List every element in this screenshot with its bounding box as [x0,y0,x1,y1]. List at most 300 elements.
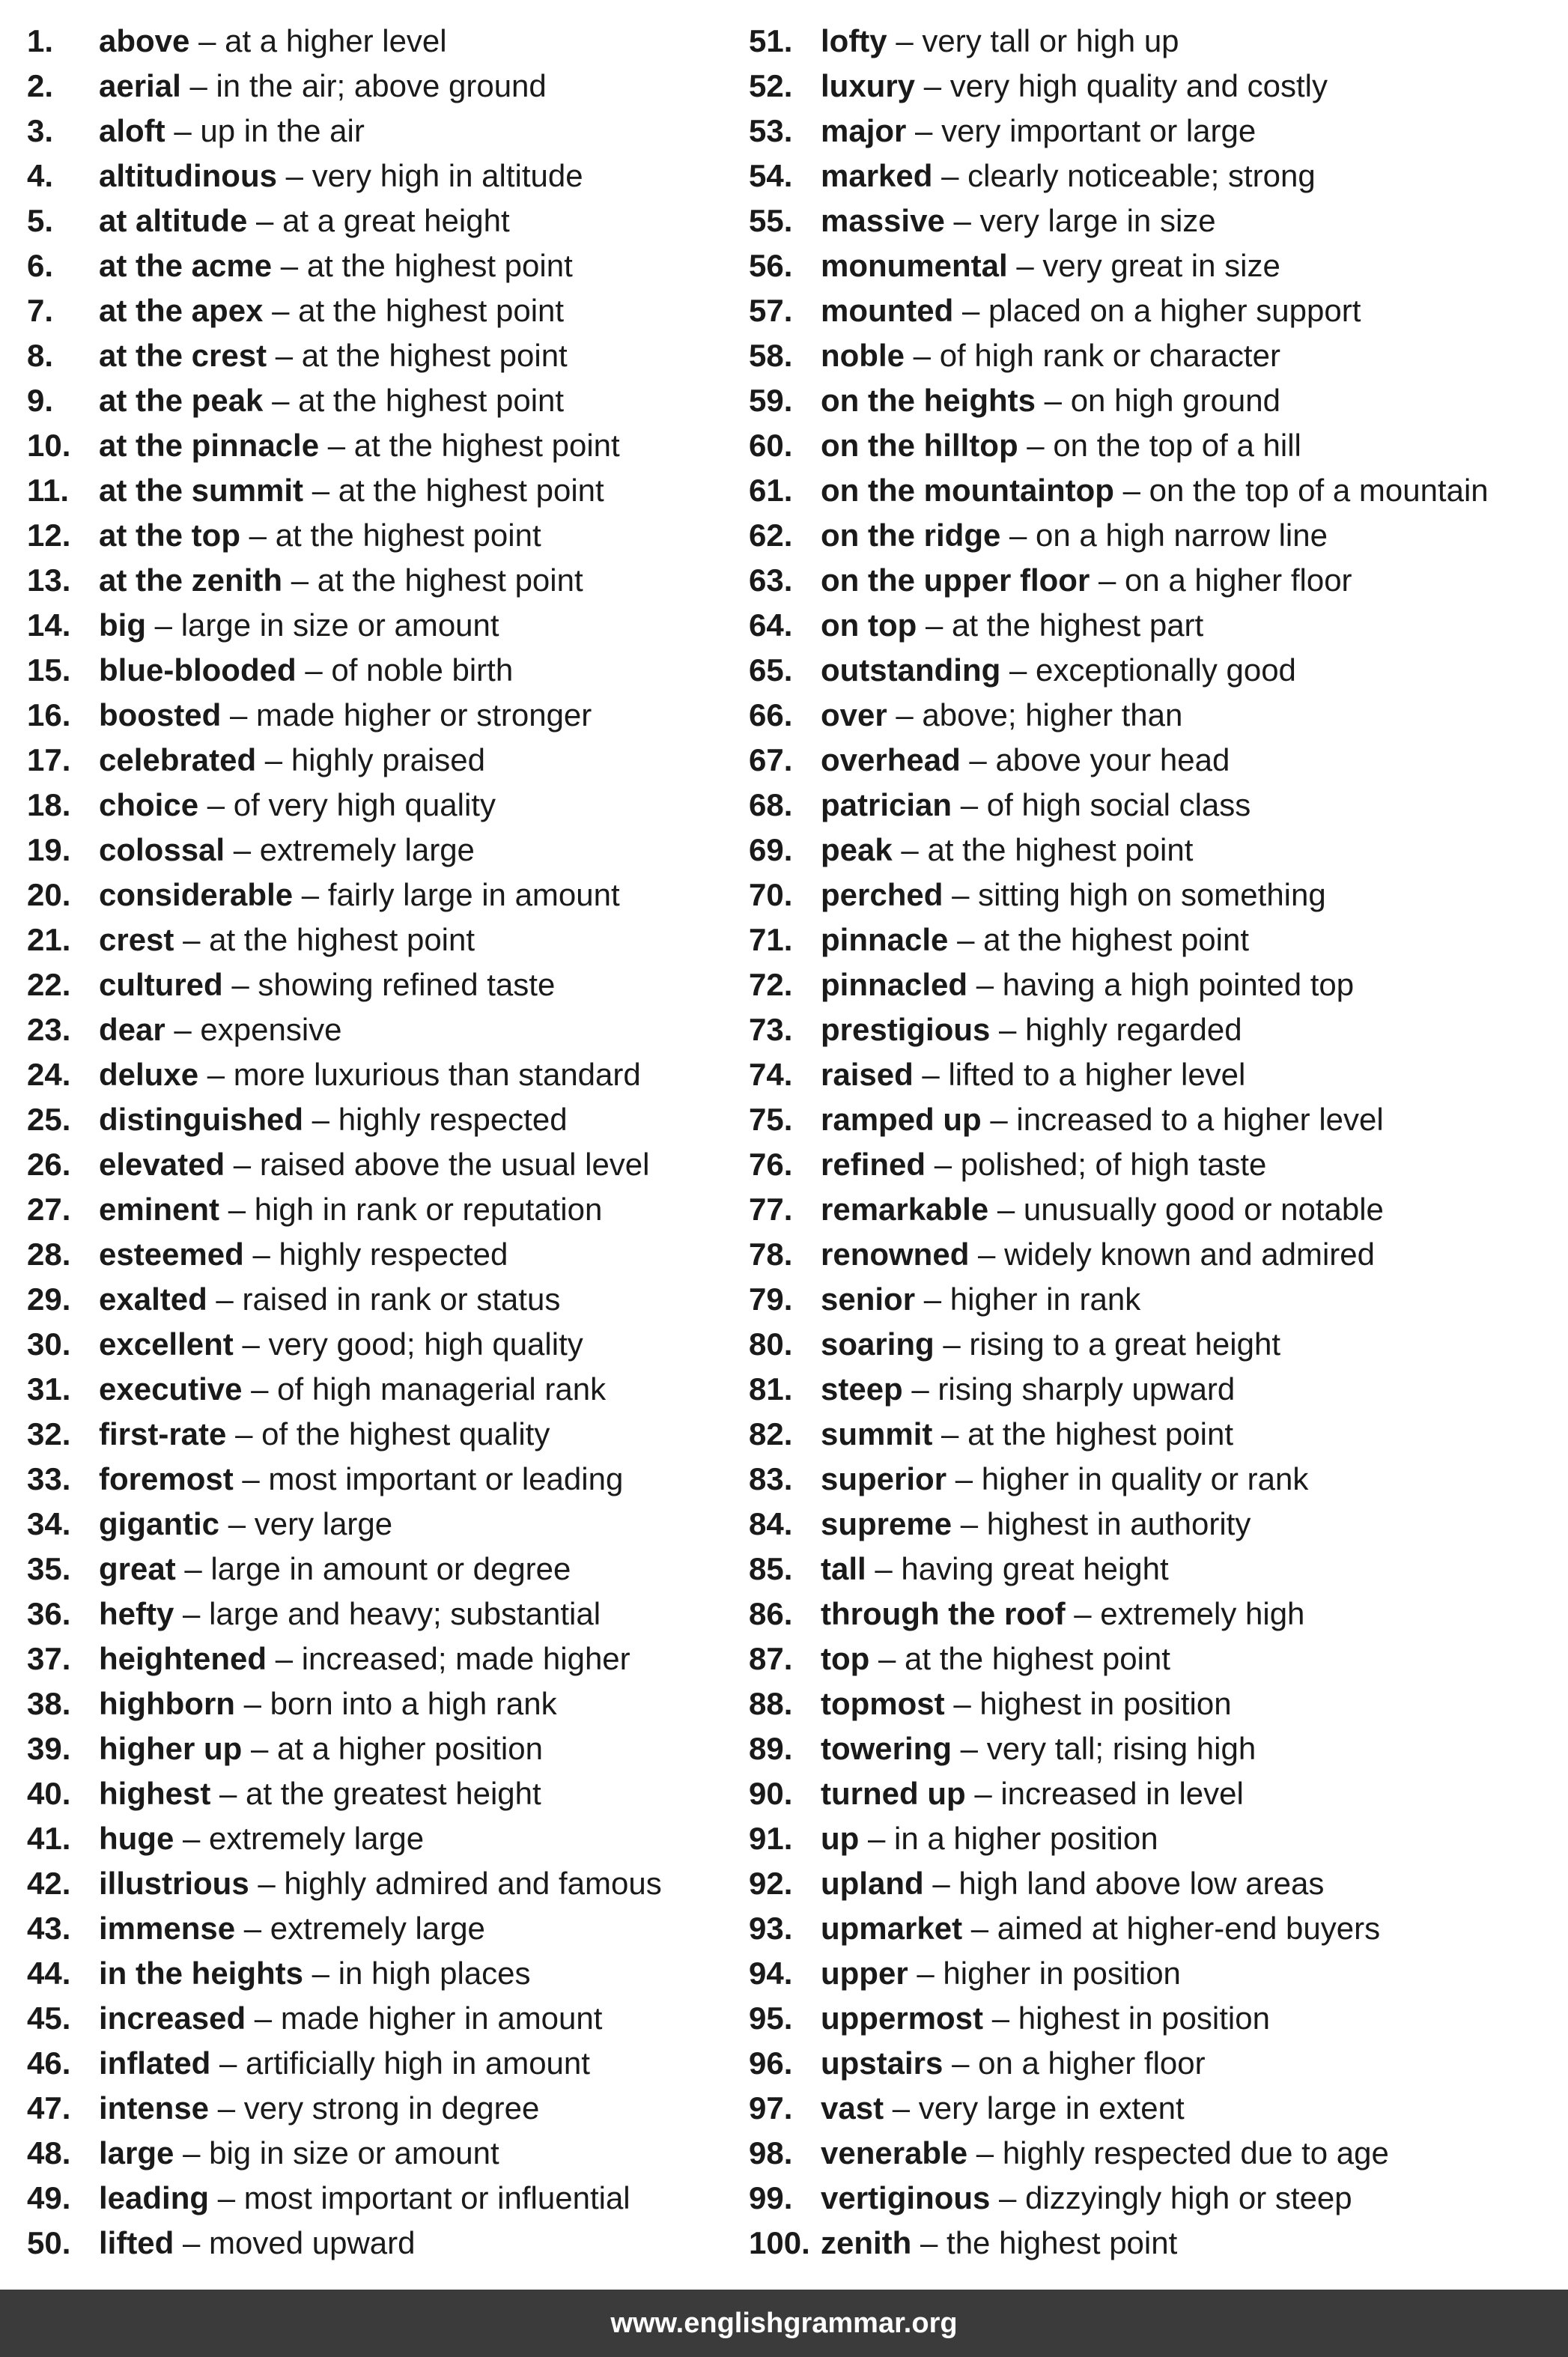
entry-definition: most important or influential [243,2180,630,2215]
entry-definition: highly admired and famous [284,1866,662,1901]
entry-number: 41. [27,1821,71,1856]
entry-definition: widely known and admired [1004,1237,1375,1272]
entry-definition: large in size or amount [180,607,499,643]
entry-definition: large in amount or degree [210,1551,571,1586]
entry-definition: at the highest part [951,607,1204,643]
entry-text [821,1187,1384,1232]
word-entry [27,1547,746,1592]
entry-number: 60. [749,428,793,463]
entry-term: colossal [99,832,225,867]
entry-term: lofty [821,23,887,58]
word-entry [27,648,746,693]
entry-term: celebrated [99,742,257,777]
entry-term: executive [99,1371,243,1407]
entry-number: 5. [27,203,54,238]
entry-number: 28. [27,1237,71,1272]
entry-term: inflated [99,2045,211,2081]
word-entry [27,1726,746,1771]
entry-definition: very high quality and costly [949,68,1328,103]
entry-text [821,1681,1232,1726]
entry-number: 95. [749,2000,793,2036]
word-entry [749,1861,1565,1906]
entry-separator: – [920,2225,938,2260]
entry-text [99,423,620,468]
entry-definition: very high in altitude [312,158,583,193]
entry-separator: – [878,1641,896,1676]
entry-term: eminent [99,1192,220,1227]
entry-definition: higher in position [943,1956,1181,1991]
entry-text [821,1142,1266,1187]
entry-definition: in a higher position [894,1821,1158,1856]
entry-separator: – [275,1641,294,1676]
entry-number: 61. [749,473,793,508]
entry-text [821,2086,1185,2131]
entry-number: 96. [749,2045,793,2081]
entry-number: 50. [27,2225,71,2260]
entry-definition: higher in rank [949,1281,1141,1317]
entry-term: noble [821,338,905,373]
entry-text [821,1097,1384,1142]
entry-definition: on the top of a mountain [1149,473,1489,508]
entry-text [821,1367,1235,1412]
entry-term: at the crest [99,338,267,373]
word-entry [27,19,746,64]
entry-number: 51. [749,23,793,58]
entry-separator: – [970,1911,989,1946]
entry-separator: – [207,787,225,822]
entry-text [821,423,1301,468]
entry-term: heightened [99,1641,267,1676]
entry-definition: highly regarded [1025,1012,1242,1047]
entry-term: increased [99,2000,246,2036]
entry-number: 43. [27,1911,71,1946]
word-entry [749,783,1565,828]
entry-text [821,378,1280,423]
entry-definition: high in rank or reputation [254,1192,603,1227]
entry-separator: – [305,652,323,688]
entry-term: upland [821,1866,924,1901]
word-entry [749,154,1565,198]
entry-term: summit [821,1416,933,1451]
entry-text [821,1861,1324,1906]
entry-separator: – [301,877,320,912]
entry-definition: very large in size [979,203,1216,238]
entry-text [99,19,447,64]
entry-text [821,198,1216,243]
entry-text [99,738,485,783]
entry-term: supreme [821,1506,952,1541]
entry-term: at the apex [99,293,264,328]
entry-term: senior [821,1281,916,1317]
word-list-right-column [749,19,1565,2266]
entry-number: 99. [749,2180,793,2215]
entry-term: crest [99,922,174,957]
entry-separator: – [189,68,207,103]
entry-separator: – [243,1686,261,1721]
entry-text [99,198,510,243]
entry-term: prestigious [821,1012,991,1047]
word-entry [27,1097,746,1142]
entry-term: refined [821,1147,926,1182]
entry-term: gigantic [99,1506,220,1541]
entry-separator: – [896,697,914,732]
entry-number: 74. [749,1057,793,1092]
entry-term: remarkable [821,1192,989,1227]
entry-separator: – [953,203,971,238]
entry-definition: of high rank or character [939,338,1280,373]
entry-term: above [99,23,190,58]
entry-text [99,1771,541,1816]
entry-separator: – [198,23,216,58]
entry-text [821,288,1361,333]
word-entry [749,1322,1565,1367]
entry-term: hefty [99,1596,174,1631]
entry-text [821,513,1328,558]
word-entry [749,19,1565,64]
entry-text [821,1951,1181,1996]
entry-definition: raised above the usual level [259,1147,650,1182]
entry-separator: – [941,158,959,193]
entry-separator: – [272,383,290,418]
entry-text [99,1816,424,1861]
entry-number: 3. [27,113,54,148]
entry-term: choice [99,787,199,822]
entry-text [821,648,1296,693]
entry-term: at the top [99,518,240,553]
entry-separator: – [327,428,346,463]
word-entry [27,1502,746,1547]
entry-definition: dizzyingly high or steep [1025,2180,1352,2215]
entry-separator: – [1027,428,1045,463]
word-entry [749,1681,1565,1726]
entry-definition: clearly noticeable; strong [967,158,1316,193]
entry-separator: – [207,1057,225,1092]
word-entry [27,917,746,962]
entry-separator: – [990,1102,1008,1137]
entry-text [99,873,620,917]
entry-separator: – [233,1147,252,1182]
word-entry [27,333,746,378]
entry-separator: – [911,1371,929,1407]
entry-separator: – [952,877,970,912]
word-entry [27,828,746,873]
word-entry [27,1322,746,1367]
word-entry [749,1187,1565,1232]
entry-definition: above; higher than [922,697,1183,732]
entry-number: 98. [749,2135,793,2171]
entry-number: 12. [27,518,71,553]
entry-text [99,1187,602,1232]
entry-separator: – [217,2090,236,2126]
entry-term: towering [821,1731,952,1766]
entry-separator: – [242,1461,260,1496]
entry-term: at the acme [99,248,273,283]
word-entry [749,962,1565,1007]
word-entry [749,1142,1565,1187]
entry-term: big [99,607,146,643]
entry-term: cultured [99,967,223,1002]
entry-text [821,2041,1206,2086]
entry-term: exalted [99,1281,207,1317]
entry-separator: – [184,1551,202,1586]
entry-separator: – [941,1416,959,1451]
entry-text [99,1052,641,1097]
entry-definition: very great in size [1042,248,1280,283]
entry-separator: – [219,1776,237,1811]
entry-separator: – [251,1731,269,1766]
entry-text [99,1142,650,1187]
entry-number: 65. [749,652,793,688]
entry-number: 80. [749,1326,793,1362]
word-entry [749,2221,1565,2266]
entry-term: foremost [99,1461,234,1496]
entry-term: pinnacled [821,967,968,1002]
entry-term: on the heights [821,383,1036,418]
entry-definition: in high places [338,1956,531,1991]
entry-term: pinnacle [821,922,949,957]
entry-term: illustrious [99,1866,249,1901]
entry-definition: at the highest point [301,338,568,373]
entry-term: great [99,1551,176,1586]
entry-text [821,1636,1170,1681]
entry-definition: extremely large [270,1911,485,1946]
entry-separator: – [228,1192,246,1227]
word-entry [27,1277,746,1322]
entry-number: 79. [749,1281,793,1317]
entry-definition: at a higher position [277,1731,543,1766]
entry-number: 45. [27,2000,71,2036]
entry-definition: of high social class [986,787,1251,822]
entry-number: 71. [749,922,793,957]
entry-number: 85. [749,1551,793,1586]
word-entry [749,2086,1565,2131]
word-entry [749,917,1565,962]
entry-term: marked [821,158,933,193]
entry-term: uppermost [821,2000,984,2036]
entry-definition: at the highest point [967,1416,1233,1451]
entry-term: at the zenith [99,562,283,598]
entry-number: 59. [749,383,793,418]
entry-term: outstanding [821,652,1001,688]
entry-separator: – [183,2135,201,2171]
entry-separator: – [1074,1596,1092,1631]
entry-definition: very tall or high up [922,23,1179,58]
entry-separator: – [957,922,975,957]
entry-number: 58. [749,338,793,373]
entry-term: upper [821,1956,908,1991]
entry-term: upstairs [821,2045,943,2081]
word-entry [749,738,1565,783]
entry-definition: higher in quality or rank [981,1461,1309,1496]
entry-definition: lifted to a higher level [948,1057,1246,1092]
entry-text [821,603,1203,648]
entry-definition: above your head [995,742,1230,777]
entry-term: up [821,1821,860,1856]
entry-term: leading [99,2180,210,2215]
word-entry [27,1592,746,1636]
entry-text [99,1681,557,1726]
entry-separator: – [892,2090,911,2126]
word-entry [749,1951,1565,1996]
word-entry [27,2041,746,2086]
word-entry [27,1906,746,1951]
word-entry [27,783,746,828]
word-entry [749,1097,1565,1142]
entry-definition: at the highest point [927,832,1194,867]
entry-separator: – [183,2225,201,2260]
entry-number: 37. [27,1641,71,1676]
word-entry [749,1996,1565,2041]
word-entry [27,288,746,333]
entry-text [99,1097,568,1142]
word-entry [27,738,746,783]
entry-text [821,1816,1158,1861]
entry-term: immense [99,1911,236,1946]
word-entry [27,1367,746,1412]
entry-definition: very large in extent [918,2090,1185,2126]
entry-definition: extremely high [1100,1596,1305,1631]
entry-text [821,1232,1375,1277]
entry-text [99,2221,416,2266]
entry-term: intense [99,2090,210,2126]
entry-text [99,109,365,154]
entry-definition: at the highest point [306,248,573,283]
entry-number: 24. [27,1057,71,1092]
word-entry [27,1771,746,1816]
entry-separator: – [991,2000,1010,2036]
entry-definition: unusually good or notable [1023,1192,1384,1227]
entry-separator: – [1122,473,1140,508]
entry-term: at the peak [99,383,264,418]
entry-separator: – [917,1956,935,1991]
entry-text [99,2086,539,2131]
entry-term: on the hilltop [821,428,1018,463]
entry-term: at the pinnacle [99,428,320,463]
entry-text [821,2176,1352,2221]
entry-separator: – [254,2000,273,2036]
entry-term: distinguished [99,1102,303,1137]
entry-text [99,1547,571,1592]
entry-separator: – [978,1237,996,1272]
word-entry [27,2131,746,2176]
entry-term: luxury [821,68,916,103]
entry-text [99,1996,602,2041]
entry-term: on the mountaintop [821,473,1114,508]
entry-separator: – [154,607,173,643]
entry-definition: on the top of a hill [1053,428,1301,463]
word-entry [27,1951,746,1996]
entry-number: 88. [749,1686,793,1721]
word-entry [27,1412,746,1457]
entry-separator: – [264,742,283,777]
word-entry [749,1277,1565,1322]
entry-separator: – [242,1326,260,1362]
word-entry [27,873,746,917]
entry-term: over [821,697,887,732]
entry-text [821,333,1280,378]
entry-number: 69. [749,832,793,867]
entry-term: perched [821,877,943,912]
entry-term: considerable [99,877,294,912]
entry-separator: – [960,1731,979,1766]
entry-number: 29. [27,1281,71,1317]
entry-text [821,154,1316,198]
entry-number: 87. [749,1641,793,1676]
entry-definition: showing refined taste [258,967,556,1002]
entry-text [99,783,496,828]
entry-number: 57. [749,293,793,328]
entry-number: 18. [27,787,71,822]
entry-definition: highest in authority [986,1506,1251,1541]
entry-number: 81. [749,1371,793,1407]
entry-separator: – [280,248,299,283]
entry-definition: aimed at higher-end buyers [997,1911,1381,1946]
entry-definition: having great height [901,1551,1169,1586]
entry-number: 40. [27,1776,71,1811]
entry-separator: – [915,113,933,148]
entry-number: 68. [749,787,793,822]
entry-definition: on a high narrow line [1036,518,1328,553]
entry-text [821,1547,1169,1592]
entry-separator: – [1044,383,1063,418]
entry-separator: – [230,697,248,732]
entry-definition: fairly large in amount [327,877,620,912]
entry-number: 86. [749,1596,793,1631]
entry-separator: – [896,23,914,58]
entry-number: 33. [27,1461,71,1496]
entry-number: 25. [27,1102,71,1137]
word-entry [749,1367,1565,1412]
word-entry [749,64,1565,109]
entry-term: in the heights [99,1956,303,1991]
entry-number: 90. [749,1776,793,1811]
word-entry [27,198,746,243]
entry-number: 4. [27,158,54,193]
entry-text [99,962,555,1007]
entry-definition: extremely large [209,1821,425,1856]
website-url[interactable]: www.englishgrammar.org [610,2308,958,2339]
entry-separator: – [275,338,294,373]
entry-term: peak [821,832,893,867]
entry-number: 53. [749,113,793,148]
entry-separator: – [183,922,201,957]
entry-separator: – [228,1506,246,1541]
entry-separator: – [969,742,987,777]
entry-separator: – [976,967,994,1002]
entry-term: excellent [99,1326,234,1362]
entry-text [821,1502,1251,1547]
entry-definition: rising to a great height [969,1326,1280,1362]
entry-text [99,1861,662,1906]
entry-definition: at the highest point [298,383,565,418]
entry-separator: – [183,1596,201,1631]
entry-separator: – [913,338,932,373]
entry-definition: on high ground [1070,383,1280,418]
entry-definition: up in the air [200,113,365,148]
word-entry [749,1726,1565,1771]
entry-definition: polished; of high taste [960,1147,1267,1182]
word-entry [27,558,746,603]
entry-text [99,828,475,873]
entry-definition: in the air; above ground [216,68,547,103]
entry-text [821,1771,1244,1816]
entry-separator: – [312,1102,330,1137]
word-entry [749,603,1565,648]
entry-separator: – [312,473,330,508]
entry-definition: of high managerial rank [277,1371,607,1407]
footer-banner [0,2290,1568,2357]
entry-number: 83. [749,1461,793,1496]
